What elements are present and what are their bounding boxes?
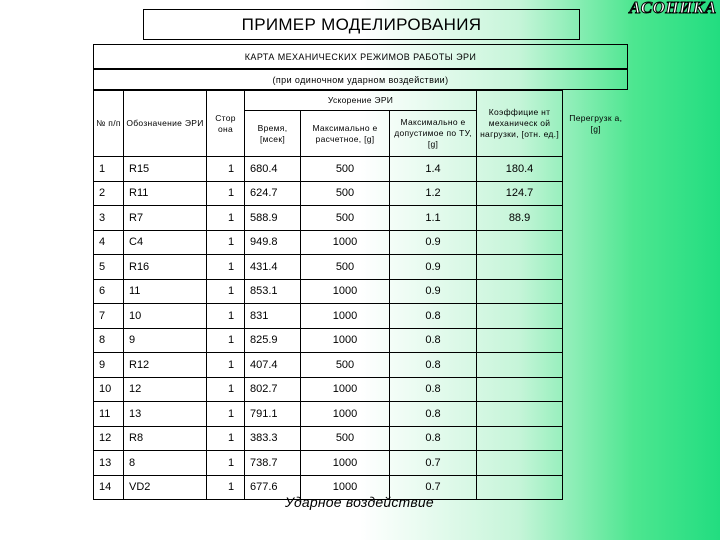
row-load-coef [477, 426, 563, 451]
mechanical-modes-table [93, 90, 629, 500]
row-time: 831 [245, 304, 301, 329]
row-overload [563, 377, 629, 402]
table-row [94, 157, 629, 182]
row-max-allowed: 0.8 [390, 304, 477, 329]
row-max-calc: 500 [301, 157, 390, 182]
row-max-allowed: 0.8 [390, 353, 477, 378]
row-num: 13 [94, 451, 124, 476]
row-designation: 11 [124, 279, 207, 304]
row-max-allowed: 0.9 [390, 230, 477, 255]
row-max-calc: 1000 [301, 377, 390, 402]
footer-caption: Ударное воздействие [285, 494, 434, 510]
row-max-allowed: 0.8 [390, 402, 477, 427]
row-side: 1 [207, 426, 245, 451]
header-designation: Обозначение ЭРИ [124, 91, 207, 157]
row-load-coef: 88.9 [477, 206, 563, 231]
row-max-calc: 1000 [301, 451, 390, 476]
header-time: Время, [мсек] [245, 111, 301, 157]
row-max-allowed: 1.4 [390, 157, 477, 182]
row-overload [563, 426, 629, 451]
header-max-calc: Максимально е расчетное, [g] [301, 111, 390, 157]
row-side: 1 [207, 279, 245, 304]
row-num: 10 [94, 377, 124, 402]
row-designation: R11 [124, 181, 207, 206]
table-row [94, 353, 629, 378]
row-time: 949.8 [245, 230, 301, 255]
row-time: 677.6 [245, 475, 301, 500]
row-num: 2 [94, 181, 124, 206]
row-designation: R16 [124, 255, 207, 280]
row-load-coef [477, 304, 563, 329]
row-load-coef [477, 328, 563, 353]
row-load-coef [477, 279, 563, 304]
row-max-allowed: 0.8 [390, 328, 477, 353]
row-max-allowed: 0.7 [390, 451, 477, 476]
row-num: 12 [94, 426, 124, 451]
table-row [94, 328, 629, 353]
row-num: 4 [94, 230, 124, 255]
row-time: 431.4 [245, 255, 301, 280]
row-overload [563, 206, 629, 231]
row-designation: R12 [124, 353, 207, 378]
row-max-calc: 1000 [301, 230, 390, 255]
row-max-allowed: 1.2 [390, 181, 477, 206]
row-load-coef [477, 377, 563, 402]
row-time: 588.9 [245, 206, 301, 231]
row-num: 5 [94, 255, 124, 280]
row-max-allowed: 0.9 [390, 279, 477, 304]
row-side: 1 [207, 328, 245, 353]
row-side: 1 [207, 451, 245, 476]
row-designation: R7 [124, 206, 207, 231]
row-designation: 13 [124, 402, 207, 427]
row-max-allowed: 0.9 [390, 255, 477, 280]
table-row [94, 255, 629, 280]
row-max-calc: 1000 [301, 328, 390, 353]
card-title: КАРТА МЕХАНИЧЕСКИХ РЕЖИМОВ РАБОТЫ ЭРИ [93, 44, 628, 69]
row-designation: 8 [124, 451, 207, 476]
table-row [94, 451, 629, 476]
row-time: 802.7 [245, 377, 301, 402]
row-overload [563, 451, 629, 476]
row-time: 680.4 [245, 157, 301, 182]
row-side: 1 [207, 255, 245, 280]
table-row [94, 377, 629, 402]
row-side: 1 [207, 353, 245, 378]
row-max-calc: 500 [301, 426, 390, 451]
row-designation: R8 [124, 426, 207, 451]
row-load-coef [477, 230, 563, 255]
header-load-coef: Коэффицие нт механическ ой нагрузки, [отн. ед.] [477, 91, 563, 157]
row-side: 1 [207, 206, 245, 231]
row-overload [563, 230, 629, 255]
row-load-coef: 180.4 [477, 157, 563, 182]
row-max-calc: 500 [301, 353, 390, 378]
row-designation: 9 [124, 328, 207, 353]
row-load-coef [477, 353, 563, 378]
row-num: 9 [94, 353, 124, 378]
row-max-calc: 1000 [301, 279, 390, 304]
row-max-allowed: 0.8 [390, 426, 477, 451]
row-num: 7 [94, 304, 124, 329]
row-overload [563, 181, 629, 206]
header-accel-group: Ускорение ЭРИ [245, 91, 477, 111]
row-max-calc: 500 [301, 181, 390, 206]
row-time: 624.7 [245, 181, 301, 206]
row-time: 853.1 [245, 279, 301, 304]
row-side: 1 [207, 230, 245, 255]
row-max-calc: 500 [301, 255, 390, 280]
table-row [94, 426, 629, 451]
row-time: 738.7 [245, 451, 301, 476]
row-overload [563, 402, 629, 427]
row-max-calc: 500 [301, 206, 390, 231]
table-row [94, 304, 629, 329]
row-overload [563, 475, 629, 500]
row-designation: VD2 [124, 475, 207, 500]
row-overload [563, 353, 629, 378]
row-time: 383.3 [245, 426, 301, 451]
row-designation: 10 [124, 304, 207, 329]
row-designation: 12 [124, 377, 207, 402]
table-row [94, 279, 629, 304]
row-load-coef [477, 402, 563, 427]
asonika-logo: АСОНИКА [629, 0, 717, 17]
row-side: 1 [207, 377, 245, 402]
row-num: 8 [94, 328, 124, 353]
row-max-calc: 1000 [301, 304, 390, 329]
row-load-coef [477, 451, 563, 476]
header-max-allowed: Максимально е допустимое по ТУ, [g] [390, 111, 477, 157]
card-subtitle: (при одиночном ударном воздействии) [93, 69, 628, 90]
row-overload [563, 304, 629, 329]
row-max-allowed: 0.7 [390, 475, 477, 500]
row-time: 825.9 [245, 328, 301, 353]
row-overload [563, 328, 629, 353]
table-row [94, 206, 629, 231]
page-title: ПРИМЕР МОДЕЛИРОВАНИЯ [143, 9, 580, 40]
table-row [94, 402, 629, 427]
row-designation: C4 [124, 230, 207, 255]
row-num: 3 [94, 206, 124, 231]
header-side: Стор она [207, 91, 245, 157]
table-row [94, 230, 629, 255]
row-side: 1 [207, 304, 245, 329]
row-load-coef [477, 255, 563, 280]
row-side: 1 [207, 181, 245, 206]
row-num: 6 [94, 279, 124, 304]
row-max-calc: 1000 [301, 402, 390, 427]
row-side: 1 [207, 402, 245, 427]
row-num: 1 [94, 157, 124, 182]
row-side: 1 [207, 475, 245, 500]
table-row [94, 181, 629, 206]
header-overload: Перегрузк а, [g] [569, 112, 623, 134]
row-time: 791.1 [245, 402, 301, 427]
row-max-allowed: 0.8 [390, 377, 477, 402]
row-overload [563, 255, 629, 280]
header-num: № п/п [94, 91, 124, 157]
row-load-coef [477, 475, 563, 500]
row-num: 14 [94, 475, 124, 500]
row-load-coef: 124.7 [477, 181, 563, 206]
row-overload [563, 279, 629, 304]
row-designation: R15 [124, 157, 207, 182]
row-side: 1 [207, 157, 245, 182]
row-time: 407.4 [245, 353, 301, 378]
row-max-allowed: 1.1 [390, 206, 477, 231]
row-max-calc: 1000 [301, 475, 390, 500]
row-num: 11 [94, 402, 124, 427]
row-overload [563, 157, 629, 182]
